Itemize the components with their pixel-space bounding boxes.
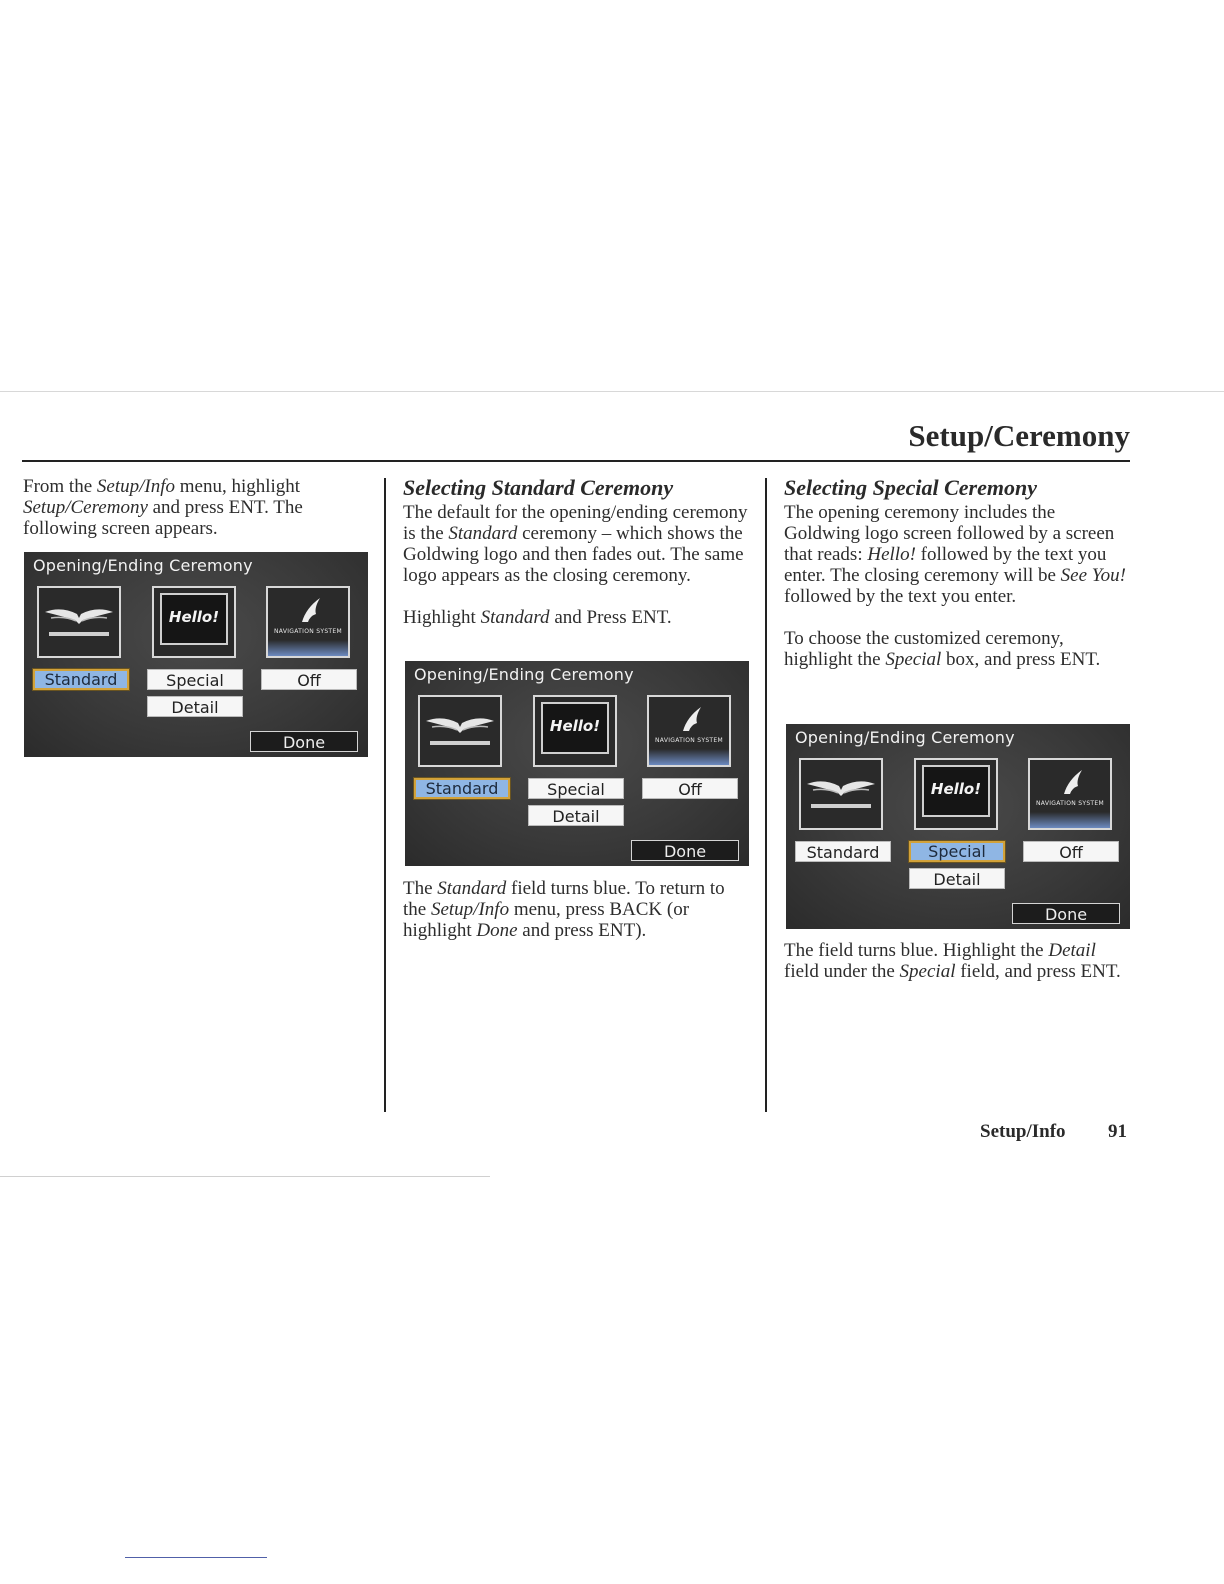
earth-glow xyxy=(649,749,729,765)
standard-paragraph-1: The default for the opening/ending ceremony is the Standard ceremony – which shows the Goldwing logo and then fades out. The same logo appears as the closing ceremony. xyxy=(403,502,748,586)
standard-button[interactable]: Standard xyxy=(795,841,891,862)
done-button[interactable]: Done xyxy=(250,731,358,752)
hello-thumbnail xyxy=(533,695,617,767)
goldwing-logo-thumbnail xyxy=(37,586,121,658)
hello-text: Hello! xyxy=(160,593,228,645)
top-divider-line xyxy=(0,391,1224,392)
column-2 xyxy=(403,476,748,628)
goldwing-wings-icon xyxy=(420,697,500,765)
navigation-system-label: NAVIGATION SYSTEM xyxy=(1036,800,1104,807)
ceremony-screen-2 xyxy=(405,661,749,866)
column-divider-1 xyxy=(384,478,386,1112)
navigation-system-label: NAVIGATION SYSTEM xyxy=(274,628,342,635)
hello-text: Hello! xyxy=(541,702,609,754)
hello-thumbnail xyxy=(914,758,998,830)
footer-section-label: Setup/Info xyxy=(980,1121,1066,1142)
hello-text: Hello! xyxy=(922,765,990,817)
screen-title: Opening/Ending Ceremony xyxy=(795,728,1015,747)
title-rule xyxy=(22,460,1130,462)
off-button[interactable]: Off xyxy=(261,669,357,690)
column-1 xyxy=(23,476,368,539)
special-button[interactable]: Special xyxy=(147,669,243,690)
goldwing-logo-thumbnail xyxy=(799,758,883,830)
hello-thumbnail xyxy=(152,586,236,658)
honda-wing-icon xyxy=(300,596,322,624)
page-title: Setup/Ceremony xyxy=(908,418,1130,453)
special-button[interactable]: Special xyxy=(528,778,624,799)
goldwing-logo-thumbnail xyxy=(418,695,502,767)
special-heading: Selecting Special Ceremony xyxy=(784,475,1037,500)
earth-glow xyxy=(1030,812,1110,828)
detail-button[interactable]: Detail xyxy=(528,805,624,826)
special-paragraph-2: To choose the customized ceremony, highlight the Special box, and press ENT. xyxy=(784,628,1101,670)
standard-button[interactable]: Standard xyxy=(414,778,510,799)
special-paragraph-3: The field turns blue. Highlight the Detail field under the Special field, and press ENT. xyxy=(784,940,1121,982)
ceremony-screen-1 xyxy=(24,552,368,757)
column-2-lower xyxy=(403,878,748,941)
special-paragraph-1: The opening ceremony includes the Goldwing logo screen followed by a screen that reads: Hello! followed by the text you enter. The closing ceremony will be See You! followed by the text you enter. xyxy=(784,502,1126,607)
honda-navigation-thumbnail xyxy=(1028,758,1112,830)
earth-glow xyxy=(268,640,348,656)
column-3 xyxy=(784,476,1129,670)
screen-title: Opening/Ending Ceremony xyxy=(33,556,253,575)
standard-paragraph-2: Highlight Standard and Press ENT. xyxy=(403,607,672,628)
honda-navigation-thumbnail xyxy=(647,695,731,767)
detail-button[interactable]: Detail xyxy=(147,696,243,717)
navigation-system-label: NAVIGATION SYSTEM xyxy=(655,737,723,744)
screen-title: Opening/Ending Ceremony xyxy=(414,665,634,684)
honda-wing-icon xyxy=(1062,768,1084,796)
column-divider-2 xyxy=(765,478,767,1112)
off-button[interactable]: Off xyxy=(1023,841,1119,862)
footer-line xyxy=(125,1557,267,1558)
intro-paragraph: From the Setup/Info menu, highlight Setup/Ceremony and press ENT. The following screen appears. xyxy=(23,476,303,539)
honda-navigation-thumbnail xyxy=(266,586,350,658)
goldwing-wings-icon xyxy=(801,760,881,828)
standard-button[interactable]: Standard xyxy=(33,669,129,690)
done-button[interactable]: Done xyxy=(1012,903,1120,924)
page-number: 91 xyxy=(1108,1121,1127,1142)
off-button[interactable]: Off xyxy=(642,778,738,799)
special-button[interactable]: Special xyxy=(909,841,1005,862)
done-button[interactable]: Done xyxy=(631,840,739,861)
detail-button[interactable]: Detail xyxy=(909,868,1005,889)
standard-paragraph-3: The Standard field turns blue. To return to the Setup/Info menu, press BACK (or highlight Done and press ENT). xyxy=(403,878,725,941)
bottom-divider-line xyxy=(0,1176,490,1177)
goldwing-wings-icon xyxy=(39,588,119,656)
column-3-lower xyxy=(784,940,1129,982)
honda-wing-icon xyxy=(681,705,703,733)
standard-heading: Selecting Standard Ceremony xyxy=(403,475,674,500)
ceremony-screen-3 xyxy=(786,724,1130,929)
